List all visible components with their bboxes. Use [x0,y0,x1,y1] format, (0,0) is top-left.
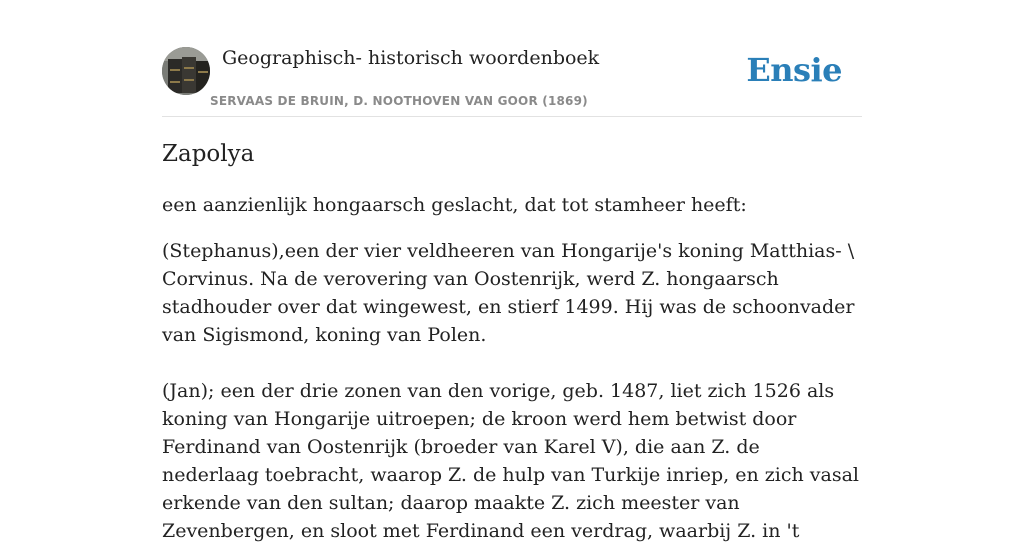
brand-logo[interactable]: Ensie [746,51,842,89]
entry-paragraph: (Stephanus),een der vier veldheeren van Hongarije's koning Matthias- \ Corvinus. Na de verovering van Oostenrijk, werd Z. hongaarsch stadhouder over dat wingewest, en stierf 1499. Hij was de schoonvader van Sigismond, koning van Polen. [162,240,855,346]
book-title[interactable]: Geographisch- historisch woordenboek [222,47,600,69]
book-spines-icon [162,47,210,95]
entry-paragraph: (Jan); een der drie zonen van den vorige, geb. 1487, liet zich 1526 als koning van Hongarije uitroepen; de kroon werd hem betwist door Ferdinand van Oostenrijk (broeder van Karel V), die aan Z. de nederlaag toebracht, waarop Z. de hulp van Turkije inriep, en zich vasal erkende van den sultan; daarop maakte Z. zich meester van Zevenbergen, en sloot met Ferdinand een verdrag, waarbij Z. in 't [162,380,859,542]
header [162,0,862,117]
page [162,0,862,545]
book-author: SERVAAS DE BRUIN, D. NOOTHOVEN VAN GOOR (1869) [210,94,588,108]
book-thumbnail[interactable] [162,47,210,95]
entry-title: Zapolya [162,141,255,167]
entry-lead: een aanzienlijk hongaarsch geslacht, dat tot stamheer heeft: [162,194,747,216]
